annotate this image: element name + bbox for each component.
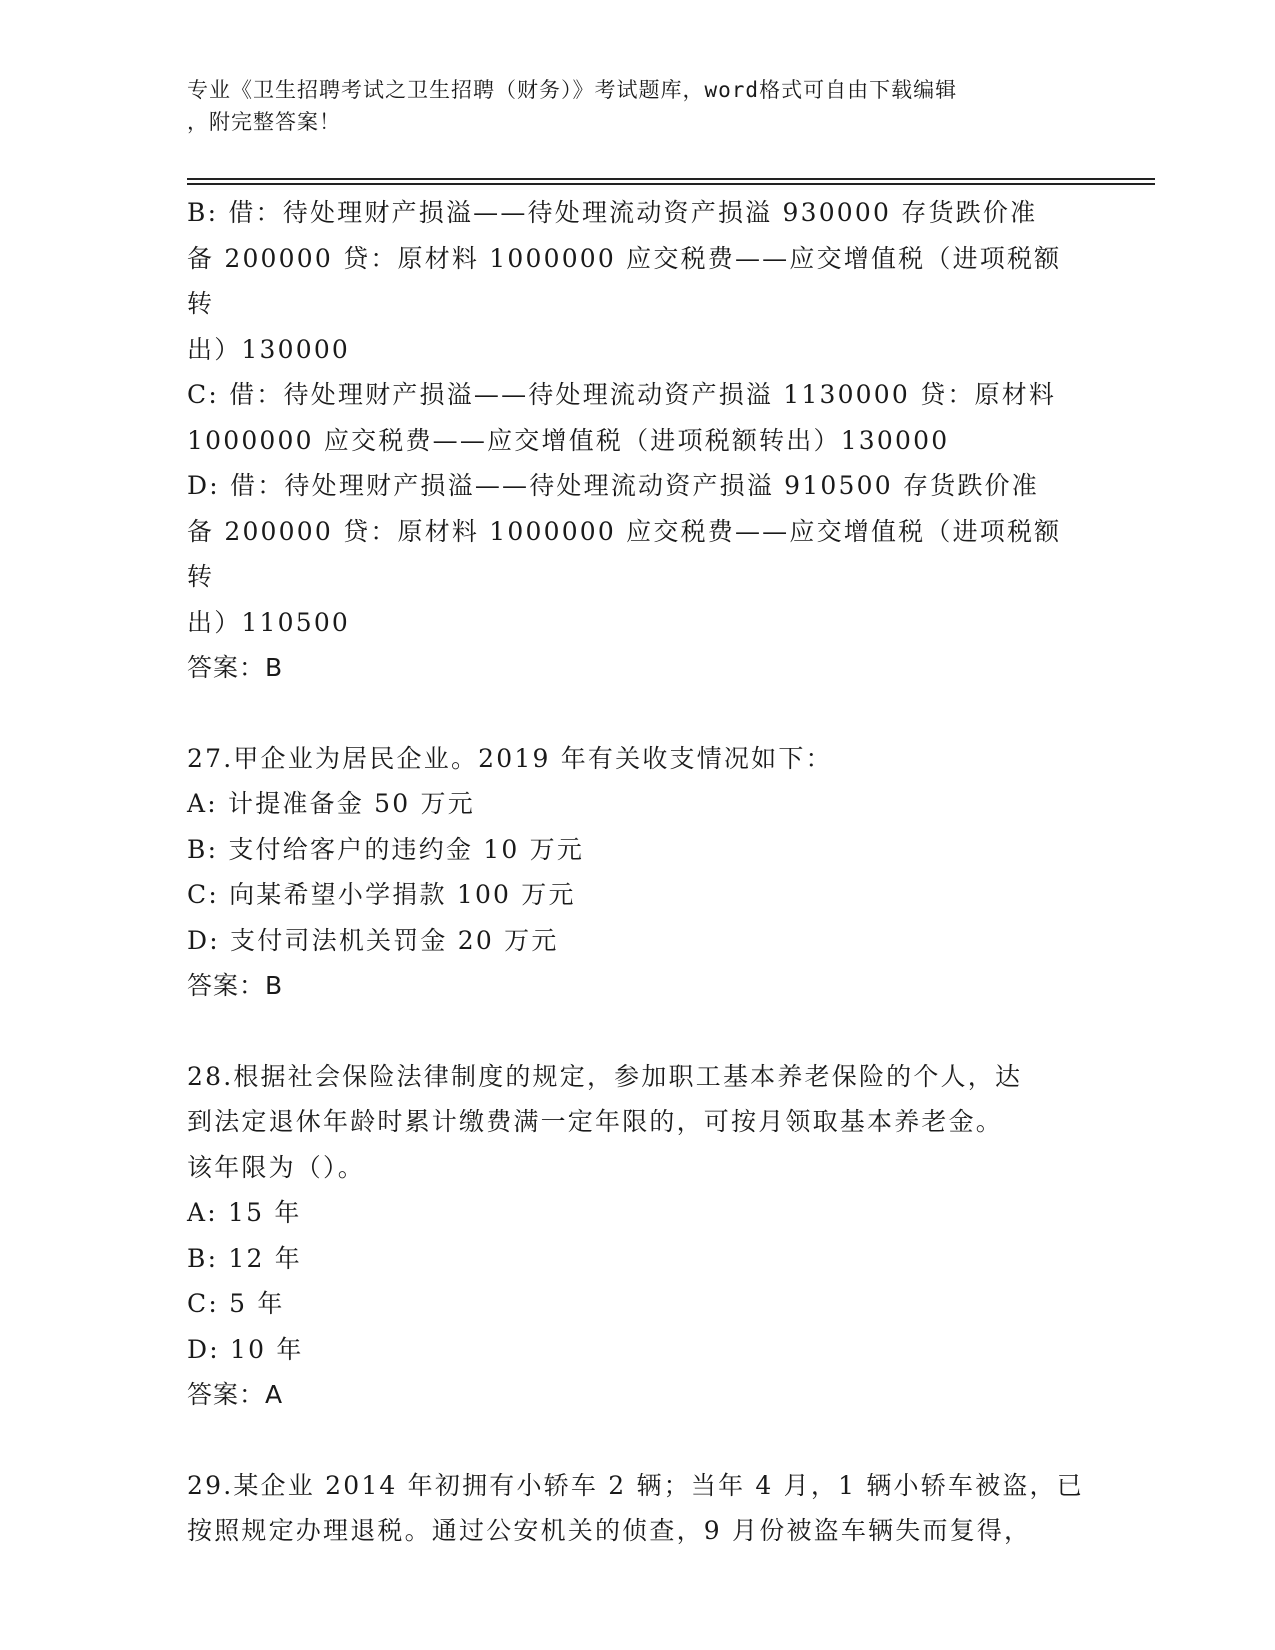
option-c: C: 5 年 [187, 1289, 285, 1318]
option-b: B: 12 年 [187, 1243, 302, 1273]
question-stem-line-1: 28.根据社会保险法律制度的规定，参加职工基本养老保险的个人，达 [187, 1061, 1023, 1091]
option-a: A: 计提准备金 50 万元 [187, 789, 475, 818]
option-d-line-1: D: 借：待处理财产损溢——待处理流动资产损溢 910500 存货跌价准 [187, 471, 1039, 500]
question-stem-line-1: 29.某企业 2014 年初拥有小轿车 2 辆；当年 4 月，1 辆小轿车被盗，已 [187, 1470, 1084, 1500]
answer-line: 答案：A [187, 1380, 284, 1409]
question-27 [187, 736, 1087, 1009]
document-body [187, 190, 1087, 1554]
answer-line: 答案：B [187, 653, 284, 682]
question-28 [187, 1054, 1087, 1418]
option-b-line-2: 备 200000 贷：原材料 1000000 应交税费——应交增值税（进项税额转 [187, 243, 1062, 318]
header-divider-bottom [187, 183, 1155, 185]
prev-question-block [187, 190, 1087, 691]
question-29 [187, 1463, 1087, 1554]
header-divider-top [187, 178, 1155, 180]
option-c: C: 向某希望小学捐款 100 万元 [187, 880, 576, 909]
document-header [187, 74, 1077, 138]
option-b: B: 支付给客户的违约金 10 万元 [187, 834, 585, 864]
question-stem-line-2: 按照规定办理退税。通过公安机关的侦查，9 月份被盗车辆失而复得， [187, 1516, 1032, 1545]
option-c-line-2: 1000000 应交税费——应交增值税（进项税额转出）130000 [187, 425, 950, 455]
question-stem-line-3: 该年限为（）。 [187, 1152, 365, 1182]
option-b-line-3: 出）130000 [187, 334, 351, 364]
header-line-2: ，附完整答案！ [187, 110, 341, 134]
option-d-line-3: 出）110500 [187, 607, 351, 637]
option-d: D: 10 年 [187, 1334, 304, 1364]
header-line-1: 专业《卫生招聘考试之卫生招聘（财务）》考试题库，word格式可自由下载编辑 [187, 78, 958, 102]
option-d: D: 支付司法机关罚金 20 万元 [187, 925, 559, 955]
option-c-line-1: C: 借：待处理财产损溢——待处理流动资产损溢 1130000 贷：原材料 [187, 380, 1057, 409]
option-b-line-1: B: 借：待处理财产损溢——待处理流动资产损溢 930000 存货跌价准 [187, 198, 1038, 227]
option-d-line-2: 备 200000 贷：原材料 1000000 应交税费——应交增值税（进项税额转 [187, 516, 1062, 591]
question-stem: 27.甲企业为居民企业。2019 年有关收支情况如下： [187, 743, 833, 773]
question-stem-line-2: 到法定退休年龄时累计缴费满一定年限的，可按月领取基本养老金。 [187, 1107, 1004, 1136]
answer-line: 答案：B [187, 971, 284, 1000]
option-a: A: 15 年 [187, 1198, 302, 1227]
